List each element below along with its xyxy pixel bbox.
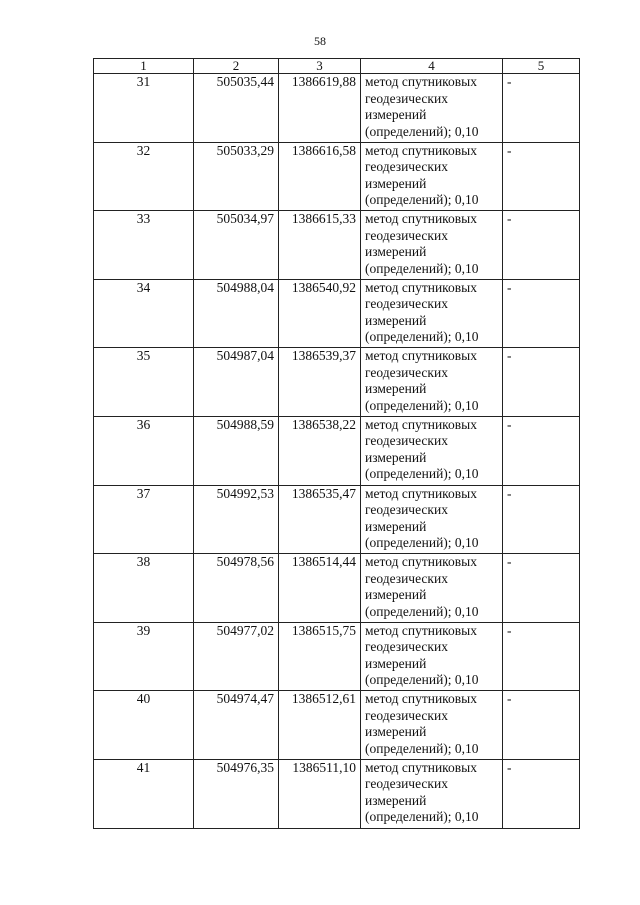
coord-y-cell: 1386535,47 [279,485,361,554]
method-line: измерений [365,107,427,122]
coord-y-cell: 1386616,58 [279,142,361,211]
method-line: измерений [365,175,427,191]
method-cell [361,485,503,554]
coord-y-cell: 1386515,75 [279,622,361,691]
method-line: геодезических [365,570,448,586]
method-line: измерений [365,312,427,328]
method-cell [361,691,503,760]
table-row [94,759,580,828]
coordinates-table [93,58,580,829]
method-line: измерений [365,244,427,260]
method-line: геодезических [365,639,448,655]
note-cell: - [503,691,580,760]
coord-y-cell: 1386540,92 [279,279,361,348]
method-line: (определений); 0,10 [365,809,479,825]
method-line: геодезических [365,776,448,792]
method-cell [361,74,503,143]
note-cell: - [503,279,580,348]
coord-y-cell: 1386514,44 [279,554,361,623]
coord-x-cell: 505033,29 [194,142,279,211]
coord-x-cell: 504978,56 [194,554,279,623]
method-line: метод спутниковых [365,348,477,364]
method-line: измерений [365,655,427,671]
method-line: (определений); 0,10 [365,192,479,208]
method-cell [361,279,503,348]
method-cell [361,142,503,211]
table-row [94,554,580,623]
method-line: метод спутниковых [365,759,477,775]
method-line: метод спутниковых [365,691,477,707]
coord-y-cell: 1386511,10 [279,759,361,828]
page-number: 58 [314,34,326,48]
note-cell: - [503,759,580,828]
coord-x-cell: 504974,47 [194,691,279,760]
method-line: геодезических [365,227,448,243]
point-number-cell: 35 [94,348,194,417]
method-line: измерений [365,587,427,603]
header-col-5: 5 [503,59,580,74]
coord-y-cell: 1386615,33 [279,211,361,280]
method-line: геодезических [365,433,448,449]
coord-x-cell: 505034,97 [194,211,279,280]
method-line: измерений [365,381,427,397]
point-number-cell: 38 [94,554,194,623]
coord-x-cell: 504988,59 [194,416,279,485]
table-row [94,622,580,691]
point-number-cell: 41 [94,759,194,828]
table-body [94,74,580,829]
method-line: геодезических [365,159,448,175]
method-line: геодезических [365,502,448,518]
method-cell [361,759,503,828]
method-line: измерений [365,792,427,808]
note-cell: - [503,142,580,211]
coord-y-cell: 1386512,61 [279,691,361,760]
coord-x-cell: 504988,04 [194,279,279,348]
method-line: геодезических [365,707,448,723]
method-line: метод спутниковых [365,622,477,638]
header-col-2: 2 [194,59,279,74]
method-line: метод спутниковых [365,416,477,432]
method-line: (определений); 0,10 [365,329,479,345]
point-number-cell: 40 [94,691,194,760]
method-line: измерений [365,724,427,740]
note-cell: - [503,622,580,691]
table-row [94,211,580,280]
method-cell [361,554,503,623]
method-cell [361,416,503,485]
method-line: (определений); 0,10 [365,260,479,276]
note-cell: - [503,74,580,143]
method-cell [361,622,503,691]
coord-x-cell: 505035,44 [194,74,279,143]
table-row [94,279,580,348]
method-line: геодезических [365,90,448,106]
method-line: (определений); 0,10 [365,672,479,688]
method-line: (определений); 0,10 [365,466,479,482]
method-line: измерений [365,449,427,465]
method-line: (определений); 0,10 [365,397,479,413]
method-line: метод спутниковых [365,211,477,227]
note-cell: - [503,211,580,280]
method-line: геодезических [365,296,448,312]
note-cell: - [503,348,580,417]
header-row [94,59,580,74]
point-number-cell: 31 [94,74,194,143]
header-col-4: 4 [361,59,503,74]
coord-y-cell: 1386539,37 [279,348,361,417]
method-line: (определений); 0,10 [365,123,479,139]
coord-x-cell: 504987,04 [194,348,279,417]
method-line: (определений); 0,10 [365,740,479,756]
table-row [94,74,580,143]
table-header [94,59,580,74]
point-number-cell: 33 [94,211,194,280]
method-cell [361,348,503,417]
table-row [94,142,580,211]
coord-y-cell: 1386619,88 [279,74,361,143]
method-line: (определений); 0,10 [365,535,479,551]
note-cell: - [503,485,580,554]
method-line: метод спутниковых [365,279,477,295]
coord-y-cell: 1386538,22 [279,416,361,485]
coord-x-cell: 504992,53 [194,485,279,554]
table-row [94,348,580,417]
header-col-3: 3 [279,59,361,74]
table-row [94,416,580,485]
header-col-1: 1 [94,59,194,74]
coord-x-cell: 504977,02 [194,622,279,691]
table-row [94,691,580,760]
point-number-cell: 32 [94,142,194,211]
coord-x-cell: 504976,35 [194,759,279,828]
method-line: метод спутниковых [365,485,477,501]
table-row [94,485,580,554]
method-cell [361,211,503,280]
method-line: метод спутниковых [365,74,477,89]
method-line: (определений); 0,10 [365,603,479,619]
method-line: метод спутниковых [365,554,477,570]
point-number-cell: 36 [94,416,194,485]
method-line: измерений [365,518,427,534]
point-number-cell: 37 [94,485,194,554]
point-number-cell: 34 [94,279,194,348]
note-cell: - [503,554,580,623]
method-line: метод спутниковых [365,142,477,158]
point-number-cell: 39 [94,622,194,691]
method-line: геодезических [365,364,448,380]
note-cell: - [503,416,580,485]
